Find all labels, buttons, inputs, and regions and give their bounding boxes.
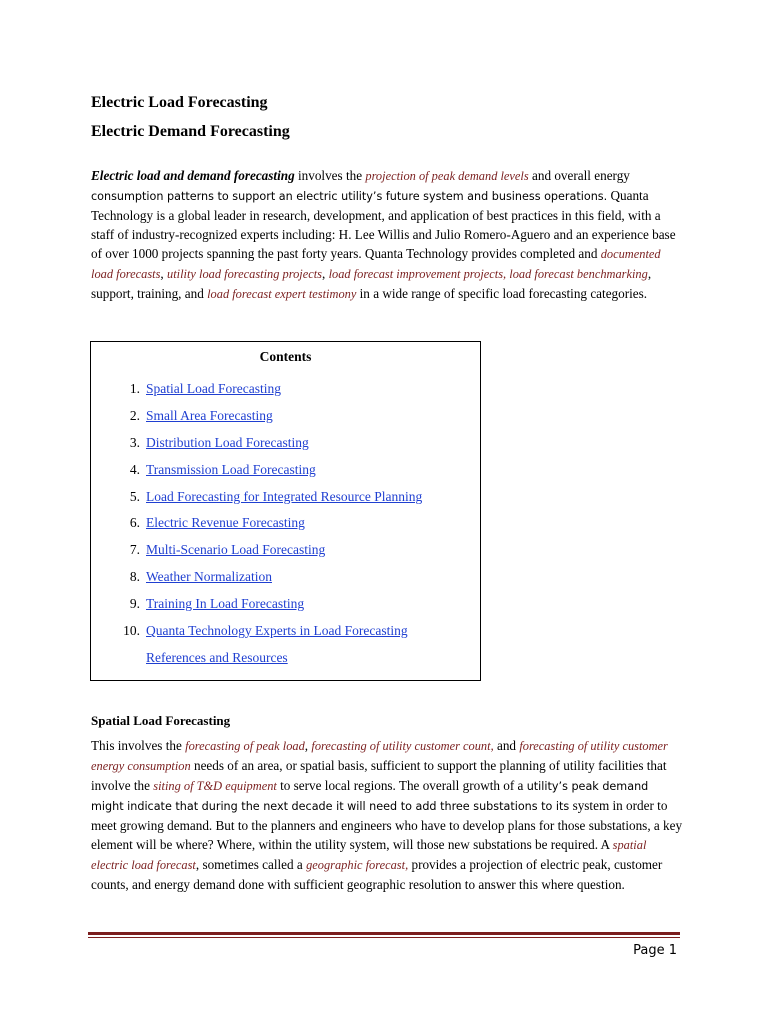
toc-number: 7. [129, 542, 140, 558]
footer-rule-thin [88, 937, 680, 938]
toc-link-weather-normalization[interactable]: Weather Normalization [146, 569, 272, 585]
toc-link-distribution-load-forecasting[interactable]: Distribution Load Forecasting [146, 434, 309, 450]
highlight-term: projection of peak demand levels [365, 169, 529, 183]
text-run: , [304, 738, 312, 753]
contents-title: Contents [259, 349, 312, 364]
text-run: , sometimes called a [195, 857, 307, 872]
text-run: provides a projection of electric peak, customer counts, and energy demand done with sufficient geographic resolution to answer this where question. [91, 857, 663, 892]
highlight-term: geographic forecast, [306, 858, 409, 872]
highlight-term: load forecast improvement projects, load forecast benchmarking [328, 267, 648, 281]
highlight-term: utility load forecasting projects [167, 267, 322, 281]
text-run: involves the [294, 168, 366, 183]
highlight-term: load forecast expert testimony [207, 287, 357, 301]
highlight-term: documented load forecasts [91, 247, 661, 281]
toc-link-multi-scenario-load-forecasting[interactable]: Multi-Scenario Load Forecasting [146, 542, 326, 558]
toc-link-small-area-forecasting[interactable]: Small Area Forecasting [146, 407, 273, 423]
text-run: needs of an area, or spatial basis, sufficient to support the planning of utility facilities that involve the [91, 758, 667, 793]
toc-number: 6. [129, 515, 140, 531]
text-run: , [322, 266, 329, 281]
text-run: This involves the [91, 738, 186, 753]
text-run: to serve local regions. The overall growth of a [276, 778, 527, 793]
text-run: , support, training, and [91, 266, 652, 301]
highlight-term: spatial electric load forecast [91, 838, 647, 872]
footer-rule [88, 932, 680, 935]
intro-paragraph [91, 166, 681, 304]
toc-number: 9. [129, 596, 140, 612]
spatial-paragraph [91, 736, 683, 894]
toc-link-spatial-load-forecasting[interactable]: Spatial Load Forecasting [146, 381, 281, 396]
highlight-term: forecasting of utility customer count, [311, 739, 494, 753]
page-subtitle: Electric Demand Forecasting [91, 123, 290, 140]
highlight-term: siting of T&D equipment [153, 779, 277, 793]
contents-box [90, 341, 481, 681]
toc-link-quanta-technology-experts[interactable]: Quanta Technology Experts in Load Forecasting [146, 623, 408, 639]
page-title: Electric Load Forecasting [91, 94, 268, 111]
text-run: Quanta Technology is a global leader in research, development, and application of best practices in this field, with a staff of industry-recognized experts including: H. Lee Willis and Julio Romero-Aguero and an experience base of over 1000 projects spanning the past forty years. Quanta Technology provides completed and [91, 188, 676, 261]
toc-number: 3. [129, 434, 140, 450]
toc-link-integrated-resource-planning[interactable]: Load Forecasting for Integrated Resource Planning [146, 488, 423, 504]
toc-link-transmission-load-forecasting[interactable]: Transmission Load Forecasting [146, 461, 316, 477]
intro-lead: Electric load and demand forecasting [91, 168, 295, 183]
text-run: consumption patterns to support an electric utility’s future system and business operations. [91, 190, 608, 203]
toc-link-references-and-resources[interactable]: References and Resources [146, 649, 288, 665]
toc-number: 10. [123, 623, 140, 639]
section-heading-spatial: Spatial Load Forecasting [91, 713, 231, 728]
toc-link-training-in-load-forecasting[interactable]: Training In Load Forecasting [146, 596, 305, 612]
text-run: in a wide range of specific load forecasting categories. [356, 286, 648, 301]
text-run: and [493, 738, 520, 753]
toc-number: 2. [129, 407, 140, 423]
highlight-term: forecasting of utility customer energy consumption [91, 739, 668, 773]
page-number: Page 1 [633, 943, 677, 958]
highlight-term: forecasting of peak load [185, 739, 305, 753]
text-run: system in order to meet growing demand. But to the planners and engineers who have to develop plans for those substations, a key element will be where? Where, within the utility system, will those new substations be required. A [91, 798, 683, 852]
toc-number: 5. [129, 488, 140, 504]
text-run: , [160, 266, 168, 281]
toc-number: 1. [129, 381, 140, 396]
text-run: and overall energy [528, 168, 630, 183]
text-run: utility’s peak demand might indicate that during the next decade it will need to add three substations to its [91, 780, 649, 813]
toc-link-electric-revenue-forecasting[interactable]: Electric Revenue Forecasting [146, 515, 305, 531]
toc-number: 4. [129, 461, 140, 477]
toc-number: 8. [129, 569, 140, 585]
